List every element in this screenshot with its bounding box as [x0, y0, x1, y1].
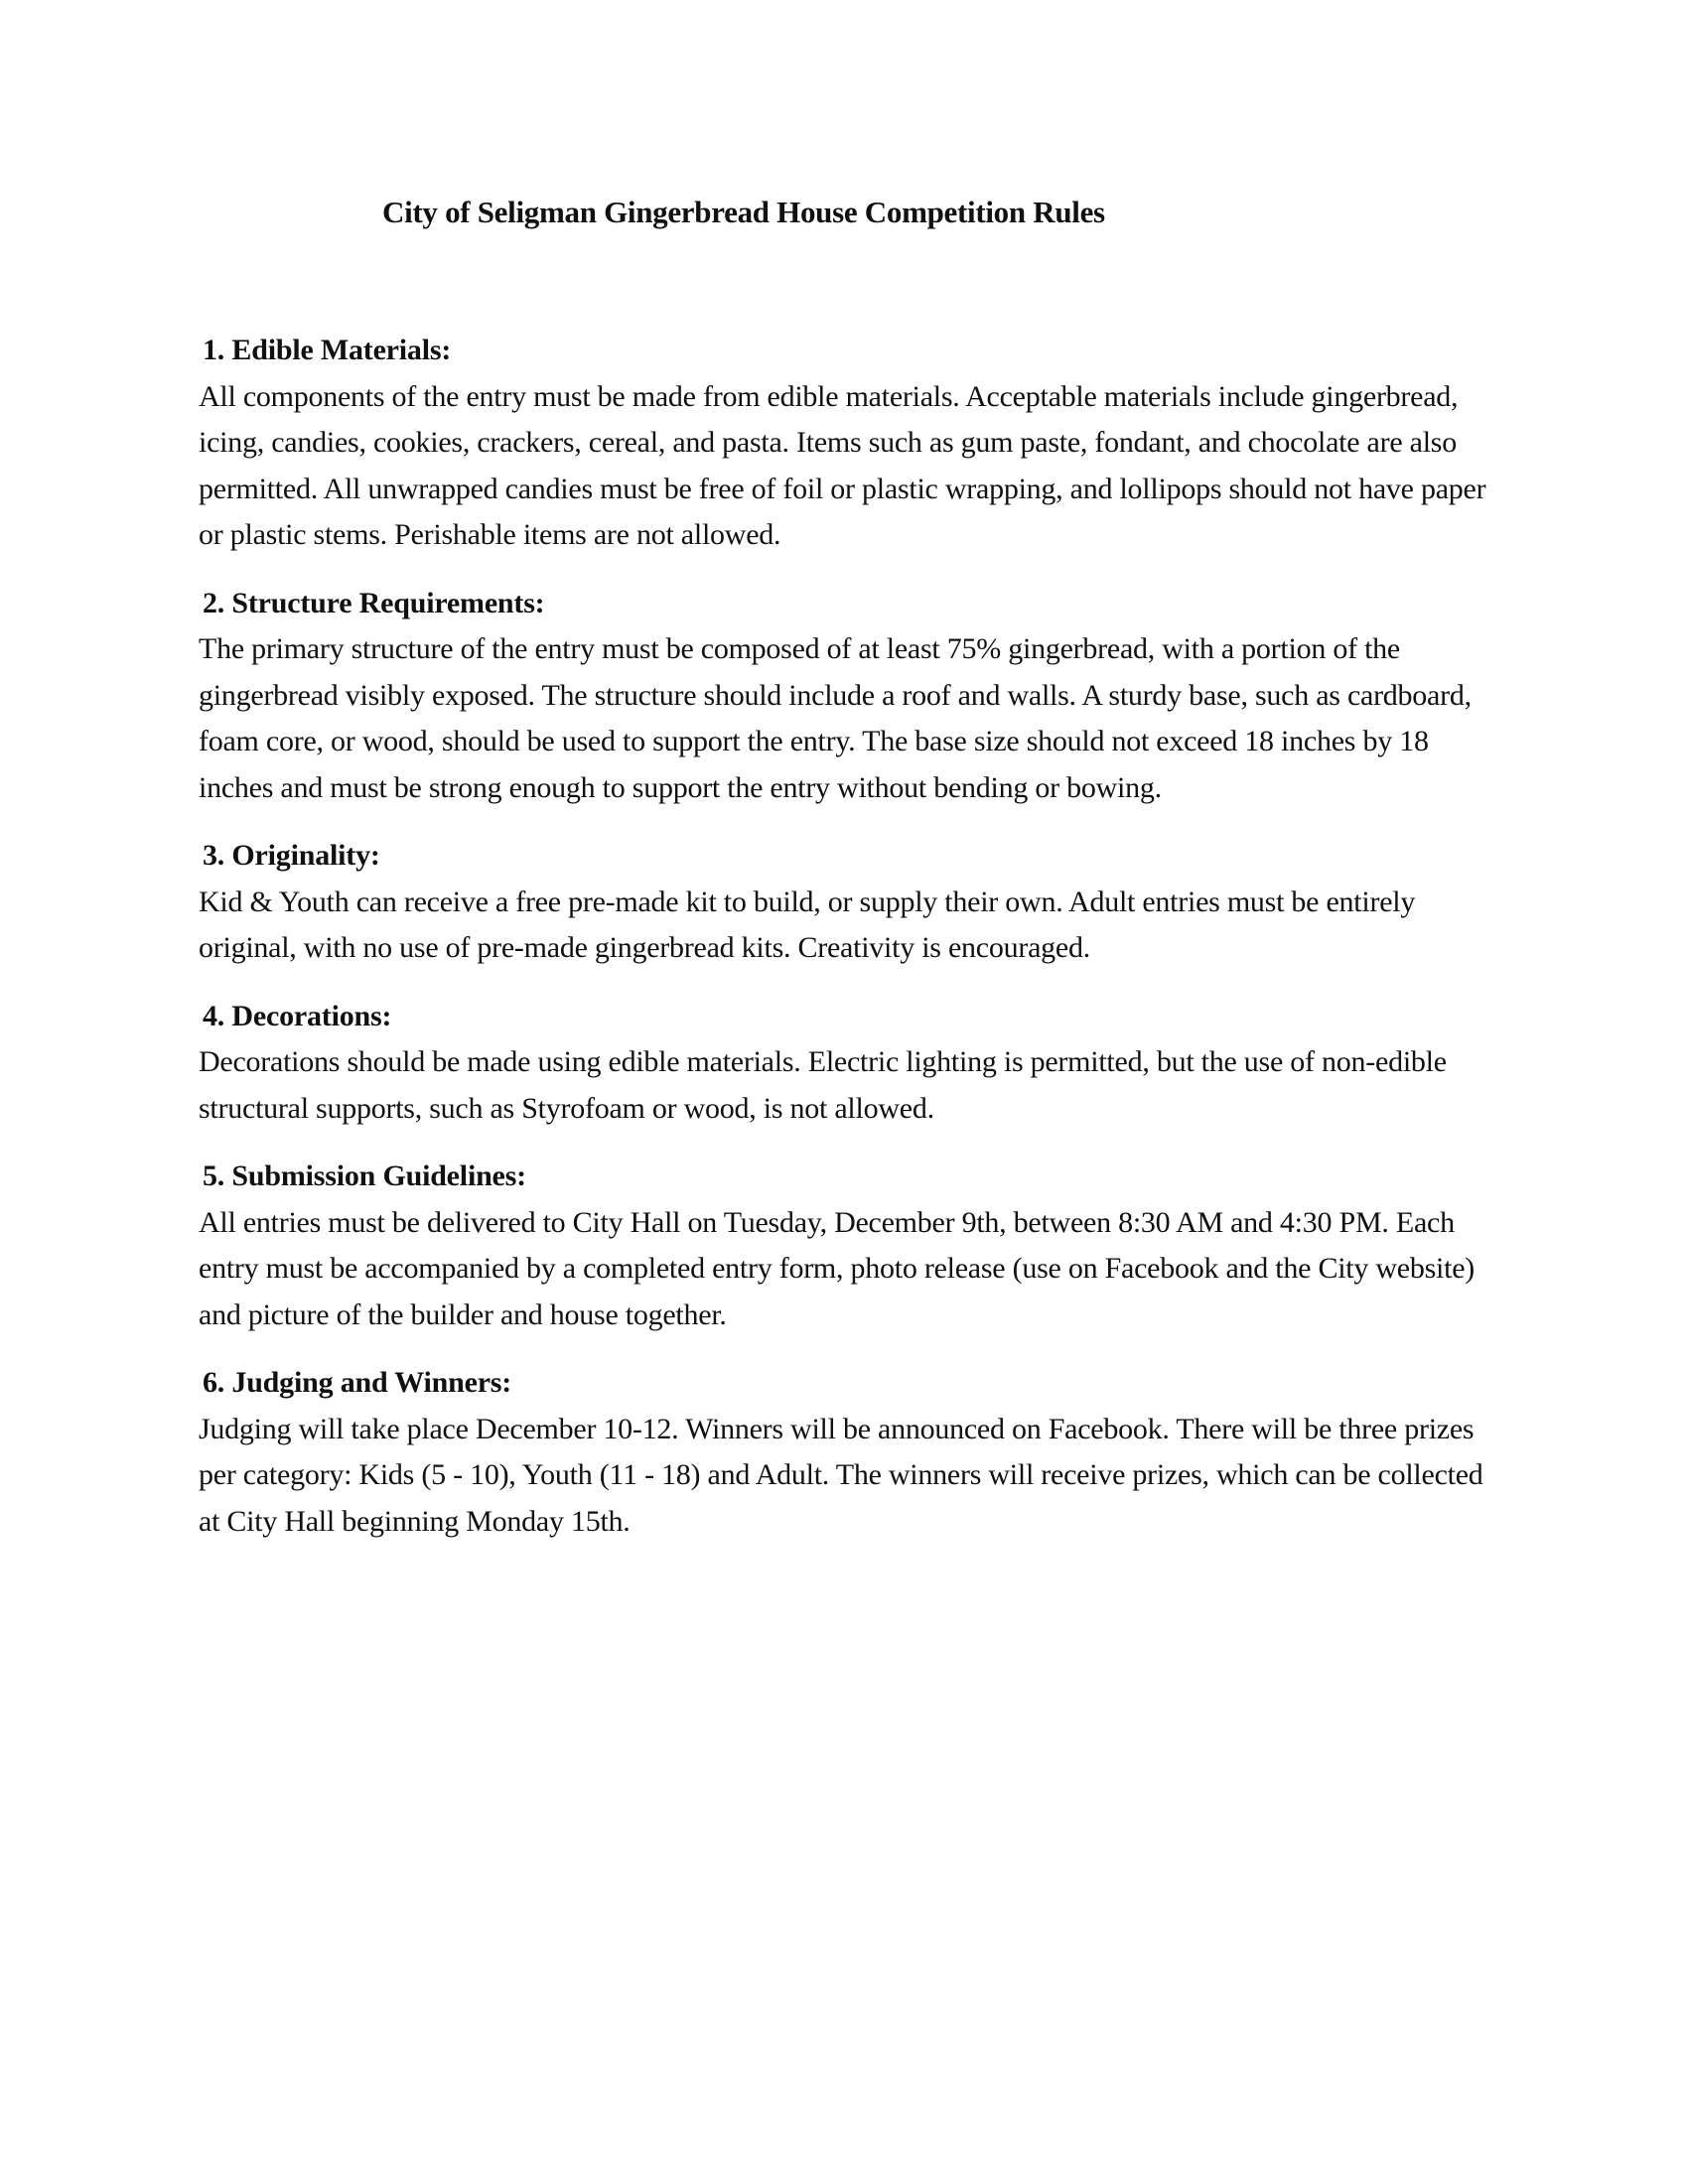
- section-body: The primary structure of the entry must be composed of at least 75% gingerbread, with a portion of the gingerbread visibly exposed. The structure should include a roof and walls. A sturdy base, such as cardboard, foam core, or wood, should be used to support the entry. The base size should not exceed 18 inches by 18 inches and must be strong enough to support the entry without bending or bowing.: [199, 632, 1472, 804]
- document-title: City of Seligman Gingerbread House Competition Rules: [382, 195, 1105, 229]
- rule-section-originality: [199, 833, 1489, 972]
- section-heading: 1. Edible Materials:: [203, 334, 452, 366]
- section-heading: 6. Judging and Winners:: [203, 1366, 512, 1399]
- section-heading: 5. Submission Guidelines:: [203, 1160, 526, 1192]
- section-body: Kid & Youth can receive a free pre-made kit to build, or supply their own. Adult entries must be entirely original, with no use of pre-made gingerbread kits. Creativity is encouraged.: [199, 885, 1416, 964]
- rule-section-judging-and-winners: [199, 1360, 1489, 1545]
- section-body: All entries must be delivered to City Hall on Tuesday, December 9th, between 8:30 AM and 4:30 PM. Each entry must be accompanied by a completed entry form, photo release (use on Facebook and the City website) and picture of the builder and house together.: [199, 1205, 1476, 1331]
- section-heading: 4. Decorations:: [203, 999, 392, 1032]
- section-body: Judging will take place December 10-12. Winners will be announced on Facebook. There will be three prizes per category: Kids (5 - 10), Youth (11 - 18) and Adult. The winners will receive prizes, which can be collected at City Hall beginning Monday 15th.: [199, 1412, 1483, 1538]
- rules-list: [199, 328, 1489, 1567]
- rule-section-submission-guidelines: [199, 1154, 1489, 1338]
- rule-section-structure-requirements: [199, 581, 1489, 812]
- section-heading: 2. Structure Requirements:: [203, 586, 545, 619]
- section-body: All components of the entry must be made from edible materials. Acceptable materials include gingerbread, icing, candies, cookies, crackers, cereal, and pasta. Items such as gum paste, fondant, and chocolate are also permitted. All unwrapped candies must be free of foil or plastic wrapping, and lollipops should not have paper or plastic stems. Perishable items are not allowed.: [199, 379, 1486, 551]
- section-body: Decorations should be made using edible materials. Electric lighting is permitted, but the use of non-edible structural supports, such as Styrofoam or wood, is not allowed.: [199, 1045, 1447, 1125]
- rule-section-edible-materials: [199, 328, 1489, 559]
- section-heading: 3. Originality:: [203, 839, 380, 872]
- rule-section-decorations: [199, 994, 1489, 1133]
